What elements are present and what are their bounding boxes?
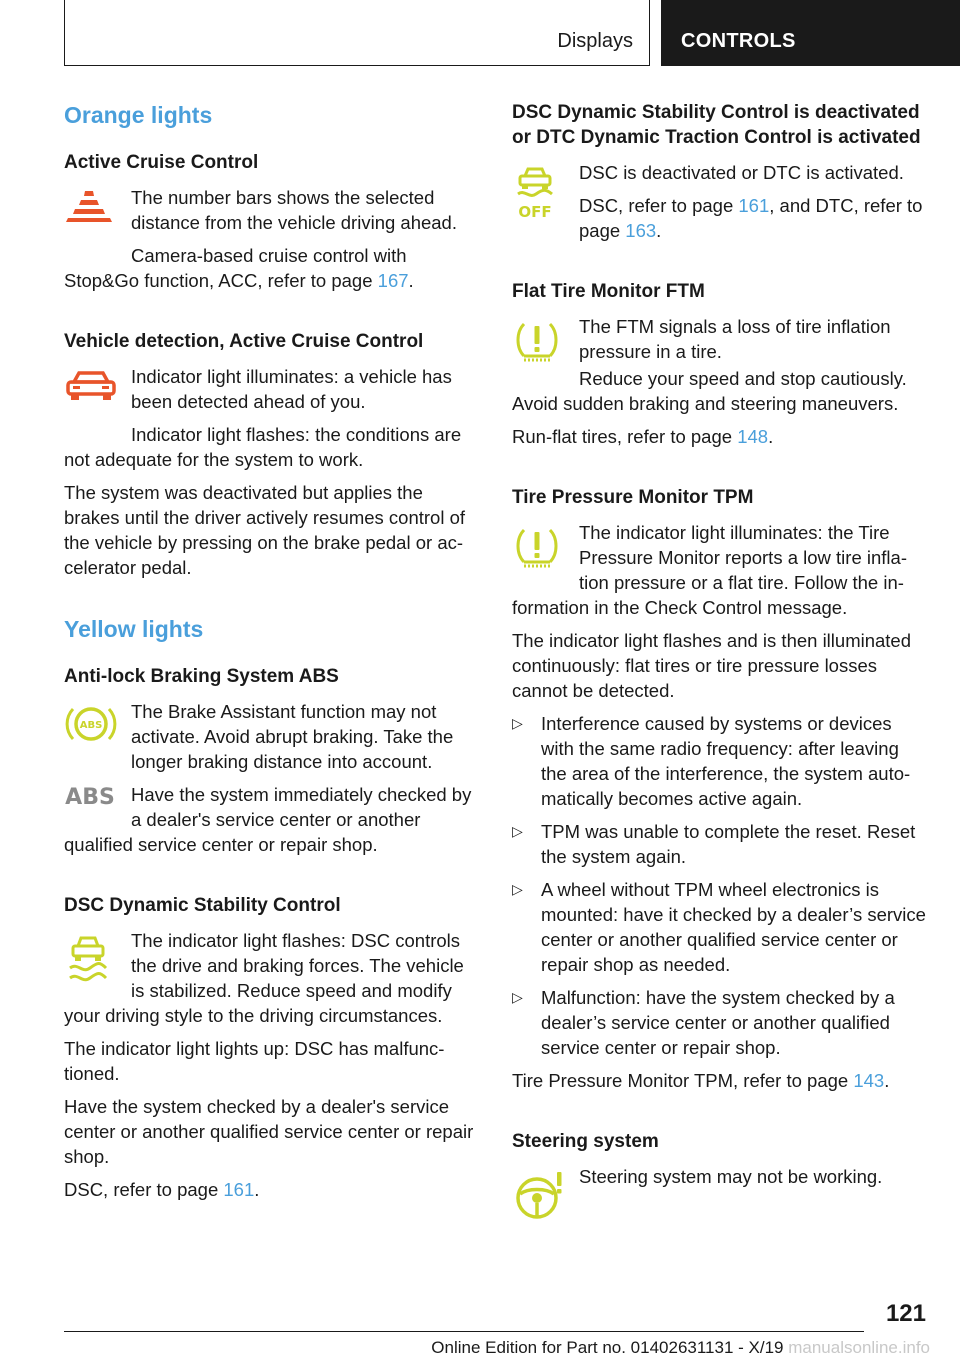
ftm-text-1: The FTM signals a loss of tire inflation pressure in a tire. [579,316,891,362]
acc-text-1: The number bars shows the selected distance from the vehicle driving ahead. [131,187,457,233]
ftm-text-3: Run-flat tires, refer to page 148. [512,426,774,447]
heading-tpm: Tire Pressure Monitor TPM [512,487,754,508]
abs-text-2: Have the system immediately checked by a dealer's service center or another qualified service center or repair shop. [64,784,472,855]
section-title-yellow: Yellow lights [64,616,204,642]
triangle-bullet-icon: ▷ [512,715,523,731]
acc-text-2: Camera-based cruise control with Stop&Go function, ACC, refer to page 167. [64,245,414,291]
dscoff-text-2: DSC, refer to page 161, and DTC, refer to page 163. [579,195,923,241]
list-item: ▷ A wheel without TPM wheel electronics is mounted: have it checked by a dealer’s service center or another qualified service center or repair shop as needed. [512,879,926,975]
page-link-148[interactable]: 148 [737,426,769,447]
page-number: 121 [885,1300,926,1327]
steering-warning-icon [512,1164,579,1224]
ftm-text-2: Reduce your speed and stop cautiously. Avoid sudden braking and steering maneuvers. [512,368,907,414]
vd-text-2: Indicator light flashes: the conditions are not adequate for the system to work. [64,424,462,470]
heading-dsc-off: DSC Dynamic Stability Control is deactivated or DTC Dynamic Traction Control is activated [512,102,921,148]
triangle-bullet-icon: ▷ [512,989,523,1005]
header-chapter-tab [661,0,960,66]
right-column [512,100,928,1224]
list-item: ▷ TPM was unable to complete the reset. Reset the system again. [512,821,916,867]
vd-text-3: The system was deactivated but applies the brakes until the driver actively resumes control of the vehicle by pressing on the brake pedal or accelerator pedal. [64,482,466,578]
heading-abs: Anti-lock Braking System ABS [64,666,339,687]
left-column [64,100,478,1210]
vehicle-ahead-icon [64,364,131,424]
list-item: ▷ Malfunction: have the system checked by a dealer’s service center or another qualified service center or repair shop. [512,987,895,1058]
heading-ftm: Flat Tire Monitor FTM [512,281,705,302]
header-section-label: Displays [557,30,633,52]
dsc-off-icon [512,160,579,220]
tpm-text-3: Tire Pressure Monitor TPM, refer to page 143. [512,1070,890,1091]
page-link-161[interactable]: 161 [223,1179,255,1200]
dsc-off-icon-text: OFF [518,203,552,221]
steer-text-1: Steering system may not be working. [579,1166,883,1187]
tpm-text-1: The indicator light illuminates: the Tire Pressure Monitor reports a low tire inflation pressure or a flat tire. Follow the information in the Check Control message. [512,522,907,618]
triangle-bullet-icon: ▷ [512,823,523,839]
triangle-bullet-icon: ▷ [512,881,523,897]
page-link-167[interactable]: 167 [377,270,409,291]
header-chapter-label: CONTROLS [681,30,796,52]
heading-vehicle-detection: Vehicle detection, Active Cruise Control [64,331,424,352]
page-link-143[interactable]: 143 [853,1070,885,1091]
abs-text-icon [64,782,131,812]
footer-edition: Online Edition for Part no. 01402631131 - X/19 manualsonline.info [431,1338,930,1357]
dsc-text-2: The indicator light lights up: DSC has malfunctioned. [64,1038,445,1084]
heading-steering: Steering system [512,1131,659,1152]
dsc-text-3: Have the system checked by a dealer's service center or another qualified service center or repair shop. [64,1096,474,1167]
dsc-text-4: DSC, refer to page 161. [64,1179,260,1200]
abs-text-icon-label: ABS [65,785,115,808]
section-title-orange: Orange lights [64,102,213,128]
tire-warning-icon-tpm [512,520,579,580]
page-link-163[interactable]: 163 [625,220,657,241]
abs-circle-icon [64,699,131,759]
tire-warning-icon-ftm [512,314,579,374]
list-item: ▷ Interference caused by systems or devices with the same radio frequency: after leaving the area of the interference, the system automatically becomes active again. [512,713,911,809]
watermark-text: manualsonline.info [788,1338,930,1357]
dscoff-text-1: DSC is deactivated or DTC is activated. [579,162,904,183]
distance-bars-icon [64,185,131,245]
vd-text-1: Indicator light illuminates: a vehicle has been detected ahead of you. [131,366,452,412]
heading-active-cruise-control: Active Cruise Control [64,152,259,173]
abs-circle-icon-text: ABS [79,720,103,731]
dsc-text-1: The indicator light flashes: DSC controls the drive and braking forces. The vehicle is stabilized. Reduce speed and modify your driving style to the driving circumstances. [64,930,464,1026]
tpm-bullet-list [512,711,928,1060]
page-link-161-b[interactable]: 161 [738,195,770,216]
footer-divider [64,1331,864,1332]
tpm-text-2: The indicator light flashes and is then illuminated continuously: flat tires or tire pressure losses cannot be detected. [512,630,912,701]
header-section-box [64,0,650,66]
dsc-skid-icon [64,928,131,988]
heading-dsc: DSC Dynamic Stability Control [64,895,341,916]
abs-text-1: The Brake Assistant function may not activate. Avoid abrupt braking. Take the longer braking distance into account. [131,701,454,772]
